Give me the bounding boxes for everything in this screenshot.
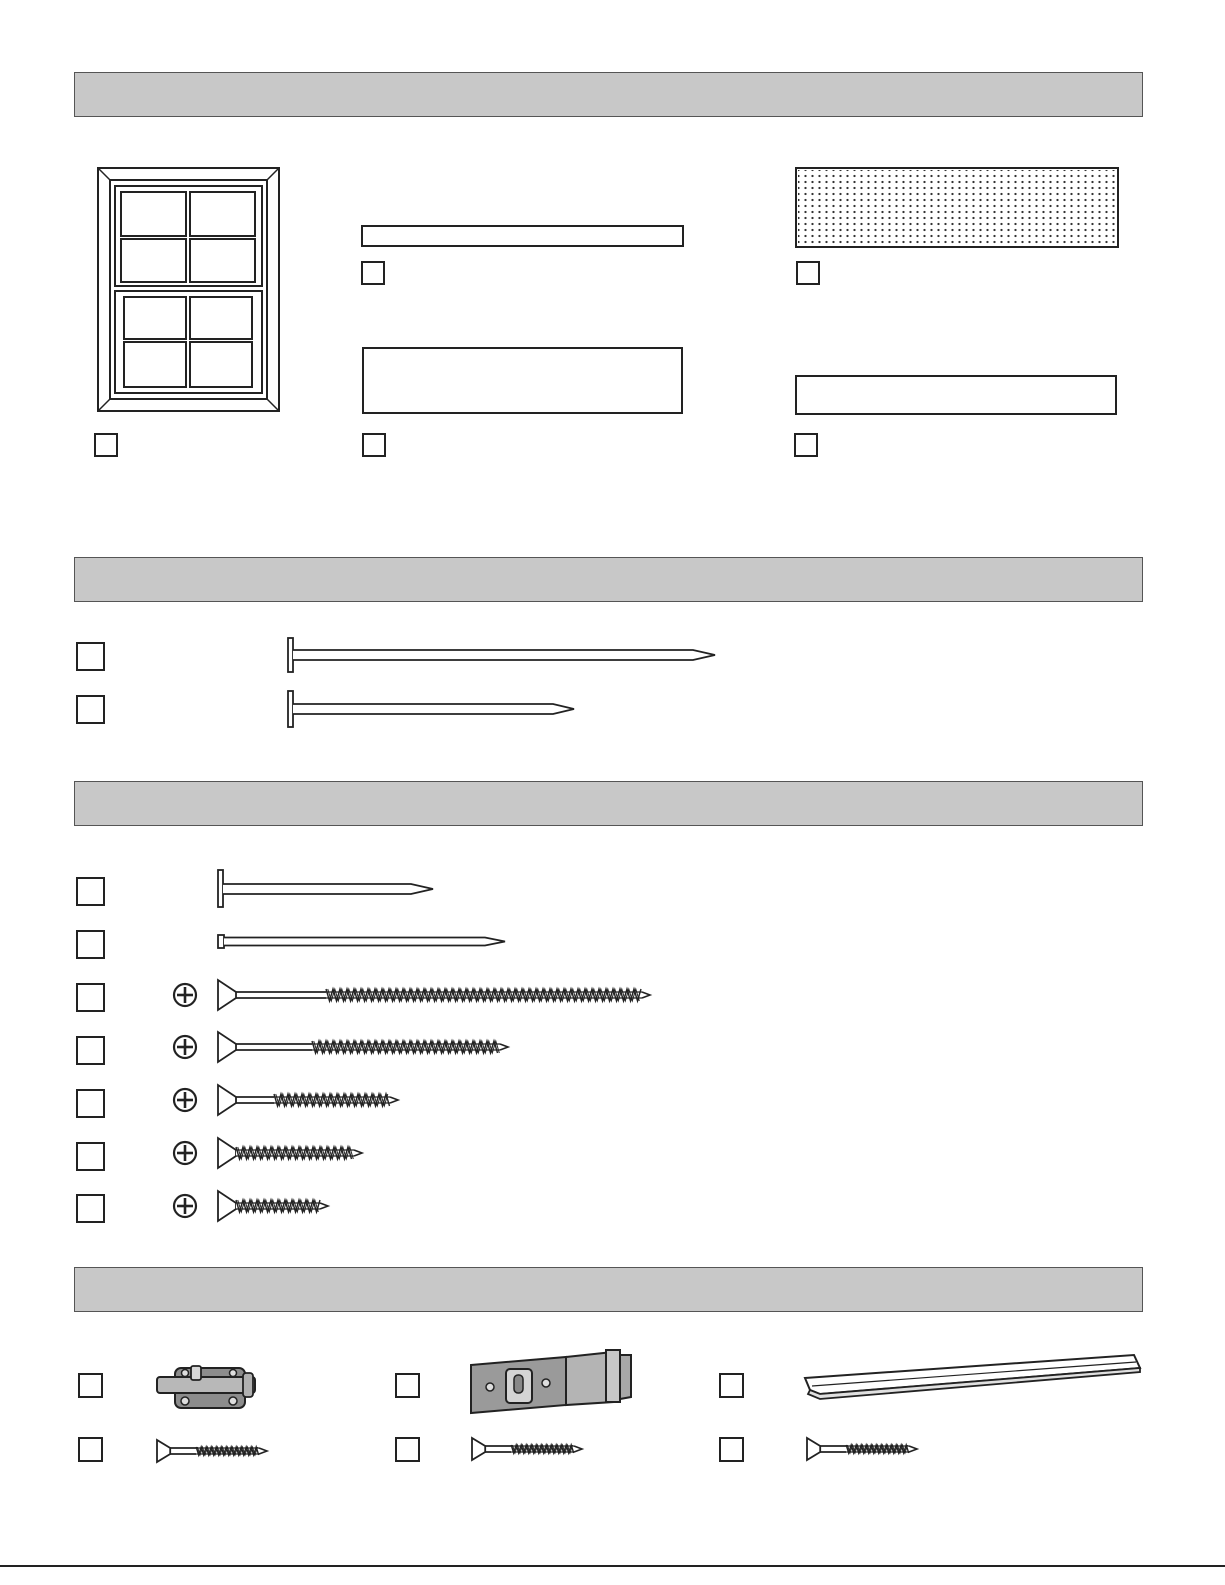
- screw-checkbox[interactable]: [76, 983, 105, 1012]
- screen-panel-checkbox[interactable]: [796, 261, 820, 285]
- section-header-bar: [74, 72, 1143, 117]
- hardware-screw: [805, 1436, 923, 1462]
- panel-board-wide: [362, 347, 683, 414]
- hasp-screw-checkbox[interactable]: [395, 1437, 420, 1462]
- nail-short-checkbox[interactable]: [76, 877, 105, 906]
- phillips-drive-icon: [171, 981, 199, 1009]
- screw-checkbox[interactable]: [76, 1089, 105, 1118]
- wood-screw: [216, 1136, 370, 1170]
- nail-long-checkbox[interactable]: [76, 642, 105, 671]
- screw-checkbox[interactable]: [76, 1194, 105, 1223]
- screen-panel: [795, 167, 1120, 249]
- phillips-drive-icon: [171, 1139, 199, 1167]
- wood-screw: [216, 1189, 336, 1223]
- hardware-screw: [155, 1438, 273, 1464]
- shelf-board-checkbox[interactable]: [794, 433, 818, 457]
- page-bottom-rule: [0, 1565, 1225, 1567]
- wood-screw: [216, 1030, 516, 1064]
- section-header-bar: [74, 781, 1143, 826]
- screw-checkbox[interactable]: [76, 1142, 105, 1171]
- trim-board-thin: [361, 225, 684, 247]
- shelf-board: [795, 375, 1117, 415]
- wood-screw: [216, 1083, 406, 1117]
- finish-nail-checkbox[interactable]: [76, 930, 105, 959]
- nail-short: [215, 868, 440, 910]
- barrel-bolt-checkbox[interactable]: [78, 1373, 103, 1398]
- nail-long: [285, 636, 725, 676]
- hardware-screw: [470, 1436, 588, 1462]
- hasp-checkbox[interactable]: [395, 1373, 420, 1398]
- hasp-icon: [468, 1347, 634, 1417]
- section-header-bar: [74, 557, 1143, 602]
- screw-checkbox[interactable]: [76, 1036, 105, 1065]
- drip-edge-checkbox[interactable]: [719, 1373, 744, 1398]
- panel-board-wide-checkbox[interactable]: [362, 433, 386, 457]
- trim-board-thin-checkbox[interactable]: [361, 261, 385, 285]
- wood-screw: [216, 978, 658, 1012]
- nail-medium-checkbox[interactable]: [76, 695, 105, 724]
- phillips-drive-icon: [171, 1192, 199, 1220]
- barrel-bolt-icon: [155, 1362, 263, 1412]
- nail-medium: [285, 689, 585, 731]
- section-header-bar: [74, 1267, 1143, 1312]
- window-icon: [96, 166, 282, 414]
- phillips-drive-icon: [171, 1033, 199, 1061]
- window-checkbox[interactable]: [94, 433, 118, 457]
- bolt-screw-checkbox[interactable]: [78, 1437, 103, 1462]
- drip-edge-screw-checkbox[interactable]: [719, 1437, 744, 1462]
- phillips-drive-icon: [171, 1086, 199, 1114]
- finish-nail: [215, 930, 511, 954]
- drip-edge-icon: [800, 1350, 1145, 1402]
